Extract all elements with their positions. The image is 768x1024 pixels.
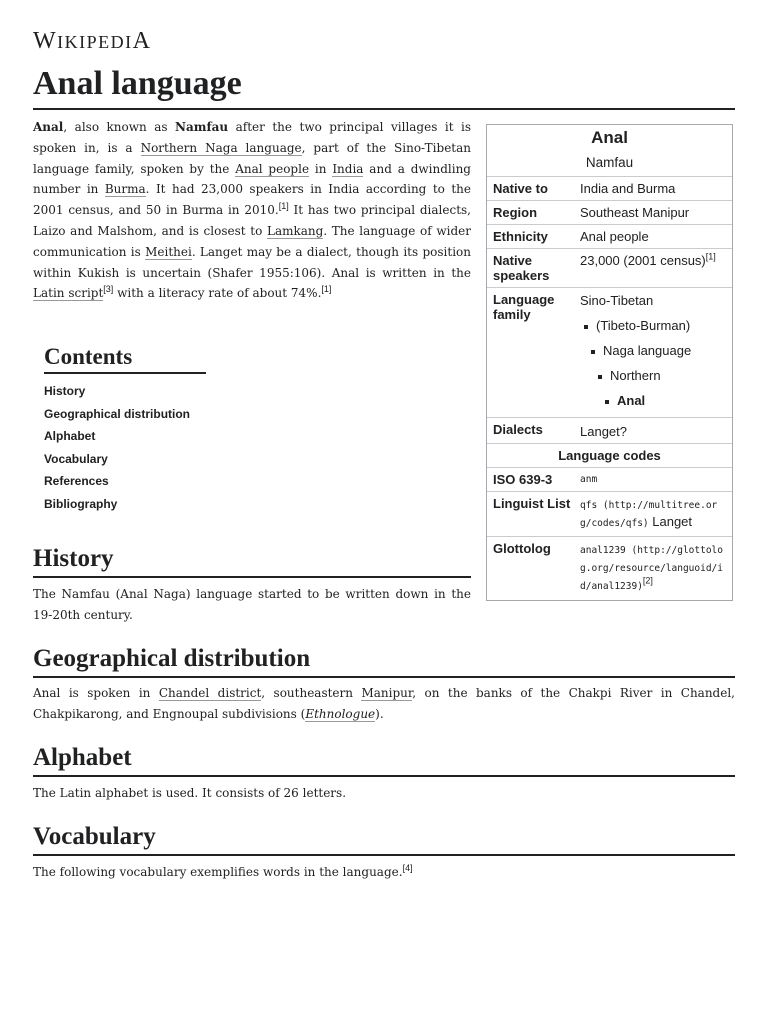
lead-text: after the two principal villages it is spoken in, is a [33, 120, 471, 155]
geo-text: , on the banks of the Chakpi River in Chandel, Chakpikarong, and Engnoupal subdivisions ( [33, 686, 735, 721]
wordmark-a: A [132, 28, 152, 54]
infobox-key: Ethnicity [493, 229, 548, 244]
infobox-title: Anal [591, 128, 628, 147]
link-chandel-district[interactable]: Chandel district [158, 686, 262, 700]
infobox-row-ethnicity [487, 225, 732, 249]
infobox-value [573, 492, 732, 536]
infobox-key: Native to [493, 181, 548, 196]
page-title: Anal language [33, 62, 735, 110]
lead-text: and a dwindling number in [33, 161, 471, 197]
link-latin-script[interactable]: Latin script [33, 286, 104, 301]
infobox-value: India and Burma [580, 181, 676, 196]
wikipedia-wordmark[interactable] [33, 28, 152, 55]
vocabulary-paragraph [33, 862, 735, 883]
citation-speakers[interactable]: [1] [705, 251, 716, 262]
family-tree-label: Northern [610, 368, 661, 383]
citation-4[interactable]: [4] [402, 863, 413, 873]
linguist-list-link[interactable]: qfs (http://multitree.org/codes/qfs) [580, 500, 718, 529]
heading-history: History [33, 544, 471, 578]
bullet-icon [598, 375, 602, 379]
infobox-section-language-codes: Language codes [487, 444, 732, 468]
lead-paragraph [33, 117, 471, 304]
speakers-value: 23,000 (2001 census) [580, 253, 706, 268]
toc-item-alphabet[interactable]: Alphabet [44, 429, 96, 443]
infobox-key: Glottolog [493, 541, 551, 556]
infobox-row-language-family [487, 288, 732, 418]
toc-item-references[interactable]: References [44, 474, 109, 488]
family-tree-item [580, 313, 728, 338]
infobox-key: Linguist List [493, 496, 571, 511]
linguist-list-label: Langet [652, 514, 693, 529]
table-of-contents [44, 344, 244, 515]
heading-geographical-distribution: Geographical distribution [33, 644, 735, 678]
link-anal-people[interactable]: Anal people [235, 161, 310, 176]
infobox-row-region [487, 201, 732, 225]
citation-3[interactable]: [3] [103, 284, 114, 295]
infobox-row-iso [487, 468, 732, 492]
lead-text: , part of the Sino-Tibetan language family, spoken by the [33, 140, 471, 176]
citation-glottolog[interactable]: [2] [642, 575, 653, 586]
family-tree-item [580, 338, 728, 363]
lead-text: . It had 23,000 speakers in India according to the 2001 census, and 50 in Burma in 2010. [33, 182, 471, 218]
vocab-text: The following vocabulary exemplifies words in the language. [33, 865, 403, 879]
bullet-icon [605, 400, 609, 404]
infobox-row-dialects [487, 418, 732, 444]
infobox [486, 124, 733, 601]
geo-text: , southeastern [261, 686, 362, 700]
iso-code-link[interactable]: anm [580, 474, 598, 485]
infobox-row-glottolog [487, 537, 732, 599]
infobox-value [573, 537, 732, 599]
family-tree-item [580, 363, 728, 388]
bullet-icon [584, 325, 588, 329]
citation-1[interactable]: [1] [278, 201, 289, 212]
family-root: Sino-Tibetan [580, 293, 654, 308]
lead-text: . Langet may be a dialect, though its position within Kukish is uncertain (Shafer 1955:106). Anal is written in the [33, 244, 471, 280]
heading-alphabet: Alphabet [33, 743, 735, 777]
lead-text: It has two principal dialects, Laizo and Malshom, and is closest to [33, 203, 471, 238]
infobox-key: Dialects [493, 422, 543, 437]
link-northern-naga[interactable]: Northern Naga language [140, 140, 302, 155]
geo-text: Anal is spoken in [33, 686, 159, 700]
alphabet-paragraph: The Latin alphabet is used. It consists of 26 letters. [33, 786, 347, 800]
family-tree-item [580, 388, 728, 413]
link-burma[interactable]: Burma [104, 182, 146, 197]
geo-text: ). [375, 707, 384, 721]
family-tree-label: Naga language [603, 343, 692, 358]
infobox-value: Langet? [580, 424, 627, 439]
infobox-row-linguist-list [487, 492, 732, 537]
infobox-key: Language family [493, 292, 555, 322]
family-tree-label: Anal [617, 393, 646, 408]
infobox-value: Anal people [580, 229, 649, 244]
toc-title: Contents [44, 344, 206, 374]
lead-bold-namfau: Namfau [175, 120, 229, 134]
citation-1b[interactable]: [1] [321, 284, 332, 295]
lead-text: with a literacy rate of about 74%. [113, 286, 322, 301]
toc-item-history[interactable]: History [44, 384, 86, 398]
lead-text: , also known as [63, 120, 176, 134]
geo-paragraph [33, 683, 735, 725]
link-lamkang[interactable]: Lamkang [266, 223, 324, 238]
link-india[interactable]: India [332, 161, 364, 176]
lead-bold-anal: Anal [33, 120, 64, 134]
link-meithei[interactable]: Meithei [145, 244, 192, 259]
wordmark-rest: IKIPEDI [57, 32, 133, 52]
infobox-value [573, 249, 732, 287]
heading-vocabulary: Vocabulary [33, 822, 735, 856]
bullet-icon [591, 350, 595, 354]
infobox-row-native-speakers [487, 249, 732, 288]
infobox-key: Native speakers [493, 253, 550, 283]
infobox-value: Southeast Manipur [580, 205, 690, 220]
link-manipur[interactable]: Manipur [361, 686, 413, 700]
infobox-key: Region [493, 205, 538, 220]
link-ethnologue[interactable]: Ethnologue [305, 707, 376, 721]
infobox-value [573, 288, 732, 417]
infobox-key: ISO 639-3 [493, 472, 553, 487]
family-tree-label: (Tibeto-Burman) [596, 318, 691, 333]
infobox-row-native-to [487, 177, 732, 201]
infobox-subtitle: Namfau [487, 152, 732, 177]
toc-item-vocabulary[interactable]: Vocabulary [44, 451, 108, 466]
glottolog-link[interactable]: anal1239 (http://glottolog.org/resource/languoid/id/anal1239) [580, 545, 723, 592]
toc-item-bibliography[interactable]: Bibliography [44, 496, 118, 511]
lead-text: in [309, 161, 333, 176]
history-paragraph: The Namfau (Anal Naga) language started to be written down in the 19-20th century. [33, 587, 471, 622]
wordmark-w: W [33, 28, 58, 54]
lead-text: . The language of wider communication is [33, 223, 471, 259]
toc-item-geographical-distribution[interactable]: Geographical distribution [44, 406, 191, 421]
